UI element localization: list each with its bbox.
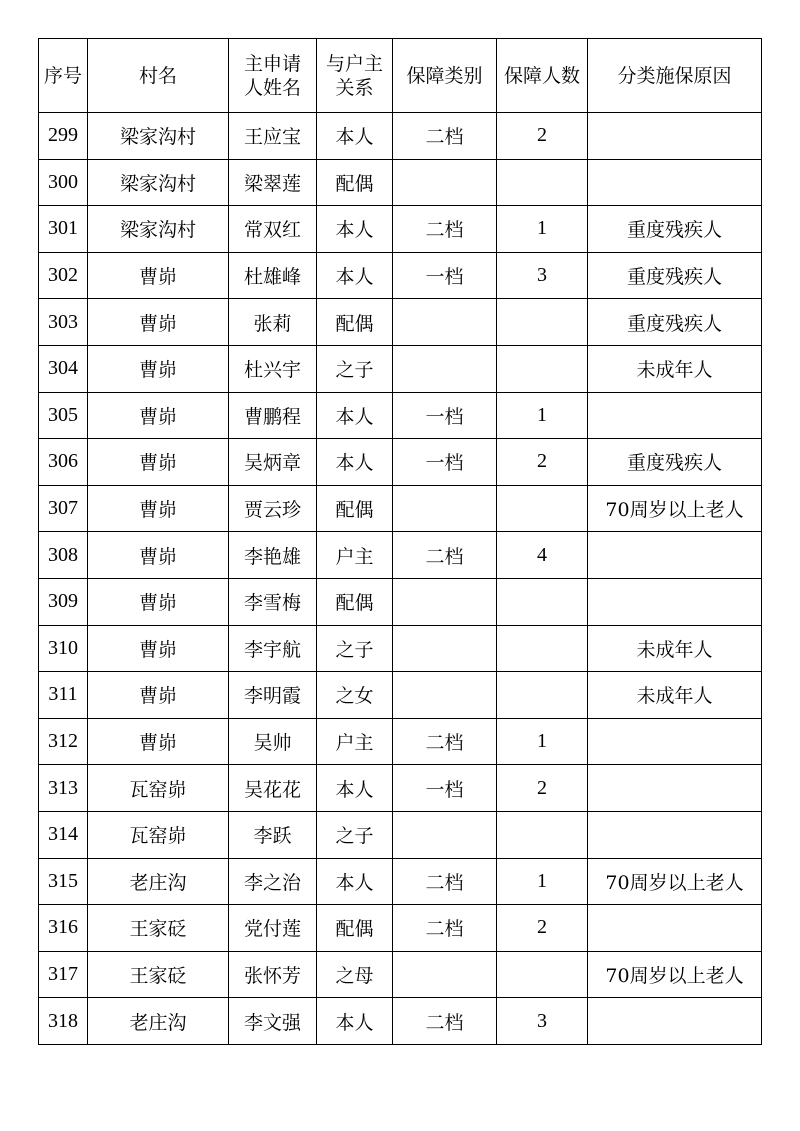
cell-count xyxy=(497,811,588,858)
cell-reason xyxy=(588,159,762,206)
cell-count: 2 xyxy=(497,765,588,812)
cell-applicant-name: 李艳雄 xyxy=(229,532,317,579)
cell-count xyxy=(497,299,588,346)
header-category: 保障类别 xyxy=(393,39,497,113)
cell-reason xyxy=(588,998,762,1045)
cell-seq: 304 xyxy=(39,345,88,392)
cell-count xyxy=(497,345,588,392)
cell-applicant-name: 李雪梅 xyxy=(229,578,317,625)
cell-seq: 311 xyxy=(39,672,88,719)
cell-village: 曹峁 xyxy=(88,252,229,299)
table-row xyxy=(39,905,762,952)
cell-relation: 配偶 xyxy=(317,159,393,206)
cell-village: 王家砭 xyxy=(88,905,229,952)
cell-village: 曹峁 xyxy=(88,672,229,719)
cell-applicant-name: 李跃 xyxy=(229,811,317,858)
header-relation-label: 与户主关系 xyxy=(325,52,383,99)
cell-reason xyxy=(588,811,762,858)
cell-count: 1 xyxy=(497,392,588,439)
cell-relation: 本人 xyxy=(317,439,393,486)
cell-reason: 重度残疾人 xyxy=(588,252,762,299)
header-count xyxy=(497,39,588,113)
table-row xyxy=(39,765,762,812)
cell-category: 一档 xyxy=(393,439,497,486)
cell-seq: 307 xyxy=(39,485,88,532)
table-row xyxy=(39,252,762,299)
table-header-row xyxy=(39,39,762,113)
cell-seq: 318 xyxy=(39,998,88,1045)
cell-category xyxy=(393,345,497,392)
header-reason: 分类施保原因 xyxy=(588,39,762,113)
cell-relation: 之子 xyxy=(317,345,393,392)
cell-count xyxy=(497,672,588,719)
cell-seq: 302 xyxy=(39,252,88,299)
cell-category: 二档 xyxy=(393,905,497,952)
cell-seq: 305 xyxy=(39,392,88,439)
table-row xyxy=(39,578,762,625)
cell-reason: 70周岁以上老人 xyxy=(588,485,762,532)
header-seq: 序号 xyxy=(39,39,88,113)
cell-reason xyxy=(588,718,762,765)
cell-category xyxy=(393,625,497,672)
cell-applicant-name: 王应宝 xyxy=(229,113,317,160)
cell-relation: 本人 xyxy=(317,858,393,905)
cell-count xyxy=(497,625,588,672)
cell-village: 老庄沟 xyxy=(88,858,229,905)
header-applicant xyxy=(229,39,317,113)
cell-village: 曹峁 xyxy=(88,392,229,439)
assistance-roster-table xyxy=(38,38,762,1045)
cell-village: 曹峁 xyxy=(88,439,229,486)
cell-relation: 户主 xyxy=(317,718,393,765)
cell-category: 一档 xyxy=(393,765,497,812)
cell-relation: 本人 xyxy=(317,998,393,1045)
cell-seq: 312 xyxy=(39,718,88,765)
header-relation xyxy=(317,39,393,113)
cell-applicant-name: 杜雄峰 xyxy=(229,252,317,299)
cell-relation: 之母 xyxy=(317,951,393,998)
cell-reason: 重度残疾人 xyxy=(588,299,762,346)
cell-count: 1 xyxy=(497,718,588,765)
cell-village: 曹峁 xyxy=(88,718,229,765)
cell-category xyxy=(393,672,497,719)
cell-village: 曹峁 xyxy=(88,485,229,532)
cell-count: 4 xyxy=(497,532,588,579)
table-row xyxy=(39,392,762,439)
cell-seq: 313 xyxy=(39,765,88,812)
cell-category xyxy=(393,159,497,206)
cell-village: 王家砭 xyxy=(88,951,229,998)
cell-count xyxy=(497,485,588,532)
cell-seq: 316 xyxy=(39,905,88,952)
cell-relation: 本人 xyxy=(317,765,393,812)
cell-seq: 310 xyxy=(39,625,88,672)
cell-reason: 重度残疾人 xyxy=(588,439,762,486)
cell-category xyxy=(393,485,497,532)
cell-seq: 301 xyxy=(39,206,88,253)
table-row xyxy=(39,532,762,579)
cell-applicant-name: 吴花花 xyxy=(229,765,317,812)
cell-applicant-name: 常双红 xyxy=(229,206,317,253)
cell-category: 二档 xyxy=(393,206,497,253)
cell-applicant-name: 李之治 xyxy=(229,858,317,905)
cell-count: 1 xyxy=(497,206,588,253)
cell-category xyxy=(393,951,497,998)
cell-village: 瓦窑峁 xyxy=(88,811,229,858)
cell-reason: 未成年人 xyxy=(588,625,762,672)
cell-village: 曹峁 xyxy=(88,625,229,672)
cell-reason xyxy=(588,532,762,579)
table-row xyxy=(39,159,762,206)
header-applicant-label: 主申请人姓名 xyxy=(243,52,301,99)
cell-reason: 70周岁以上老人 xyxy=(588,951,762,998)
table-row xyxy=(39,345,762,392)
cell-count xyxy=(497,951,588,998)
cell-village: 梁家沟村 xyxy=(88,113,229,160)
cell-village: 曹峁 xyxy=(88,532,229,579)
cell-relation: 配偶 xyxy=(317,299,393,346)
table-row xyxy=(39,998,762,1045)
table-body xyxy=(39,113,762,1045)
cell-category xyxy=(393,578,497,625)
cell-applicant-name: 李文强 xyxy=(229,998,317,1045)
cell-village: 老庄沟 xyxy=(88,998,229,1045)
cell-seq: 303 xyxy=(39,299,88,346)
cell-village: 曹峁 xyxy=(88,578,229,625)
cell-applicant-name: 李明霞 xyxy=(229,672,317,719)
table-row xyxy=(39,625,762,672)
cell-village: 曹峁 xyxy=(88,345,229,392)
cell-relation: 本人 xyxy=(317,252,393,299)
cell-count: 3 xyxy=(497,998,588,1045)
cell-relation: 之子 xyxy=(317,625,393,672)
cell-seq: 308 xyxy=(39,532,88,579)
cell-seq: 309 xyxy=(39,578,88,625)
cell-count xyxy=(497,578,588,625)
cell-relation: 本人 xyxy=(317,113,393,160)
cell-relation: 配偶 xyxy=(317,578,393,625)
cell-applicant-name: 吴帅 xyxy=(229,718,317,765)
table-row xyxy=(39,485,762,532)
cell-category xyxy=(393,811,497,858)
header-count-label: 保障人数 xyxy=(503,64,580,87)
cell-category: 二档 xyxy=(393,532,497,579)
cell-count: 2 xyxy=(497,439,588,486)
cell-seq: 306 xyxy=(39,439,88,486)
cell-reason: 未成年人 xyxy=(588,672,762,719)
cell-seq: 300 xyxy=(39,159,88,206)
cell-village: 瓦窑峁 xyxy=(88,765,229,812)
cell-category: 二档 xyxy=(393,718,497,765)
cell-relation: 之子 xyxy=(317,811,393,858)
cell-relation: 配偶 xyxy=(317,905,393,952)
header-village: 村名 xyxy=(88,39,229,113)
cell-relation: 户主 xyxy=(317,532,393,579)
cell-count: 2 xyxy=(497,905,588,952)
cell-category: 二档 xyxy=(393,858,497,905)
cell-reason: 重度残疾人 xyxy=(588,206,762,253)
cell-reason xyxy=(588,392,762,439)
cell-applicant-name: 梁翠莲 xyxy=(229,159,317,206)
cell-category: 二档 xyxy=(393,998,497,1045)
cell-reason xyxy=(588,113,762,160)
cell-category: 二档 xyxy=(393,113,497,160)
cell-reason: 未成年人 xyxy=(588,345,762,392)
cell-applicant-name: 杜兴宇 xyxy=(229,345,317,392)
cell-reason xyxy=(588,578,762,625)
cell-reason xyxy=(588,765,762,812)
cell-applicant-name: 党付莲 xyxy=(229,905,317,952)
cell-applicant-name: 吴炳章 xyxy=(229,439,317,486)
cell-village: 梁家沟村 xyxy=(88,206,229,253)
cell-category: 一档 xyxy=(393,252,497,299)
cell-count: 2 xyxy=(497,113,588,160)
cell-village: 梁家沟村 xyxy=(88,159,229,206)
cell-seq: 299 xyxy=(39,113,88,160)
table-row xyxy=(39,113,762,160)
cell-count xyxy=(497,159,588,206)
cell-category: 一档 xyxy=(393,392,497,439)
table-row xyxy=(39,951,762,998)
cell-relation: 配偶 xyxy=(317,485,393,532)
cell-seq: 317 xyxy=(39,951,88,998)
table-row xyxy=(39,858,762,905)
cell-reason: 70周岁以上老人 xyxy=(588,858,762,905)
cell-relation: 本人 xyxy=(317,392,393,439)
cell-applicant-name: 李宇航 xyxy=(229,625,317,672)
cell-seq: 315 xyxy=(39,858,88,905)
table-row xyxy=(39,672,762,719)
cell-category xyxy=(393,299,497,346)
cell-applicant-name: 贾云珍 xyxy=(229,485,317,532)
cell-applicant-name: 张怀芳 xyxy=(229,951,317,998)
cell-count: 1 xyxy=(497,858,588,905)
cell-count: 3 xyxy=(497,252,588,299)
table-row xyxy=(39,811,762,858)
table-row xyxy=(39,439,762,486)
table-row xyxy=(39,206,762,253)
table-row xyxy=(39,299,762,346)
cell-village: 曹峁 xyxy=(88,299,229,346)
cell-relation: 本人 xyxy=(317,206,393,253)
cell-seq: 314 xyxy=(39,811,88,858)
table-row xyxy=(39,718,762,765)
cell-reason xyxy=(588,905,762,952)
cell-applicant-name: 张莉 xyxy=(229,299,317,346)
cell-applicant-name: 曹鹏程 xyxy=(229,392,317,439)
cell-relation: 之女 xyxy=(317,672,393,719)
